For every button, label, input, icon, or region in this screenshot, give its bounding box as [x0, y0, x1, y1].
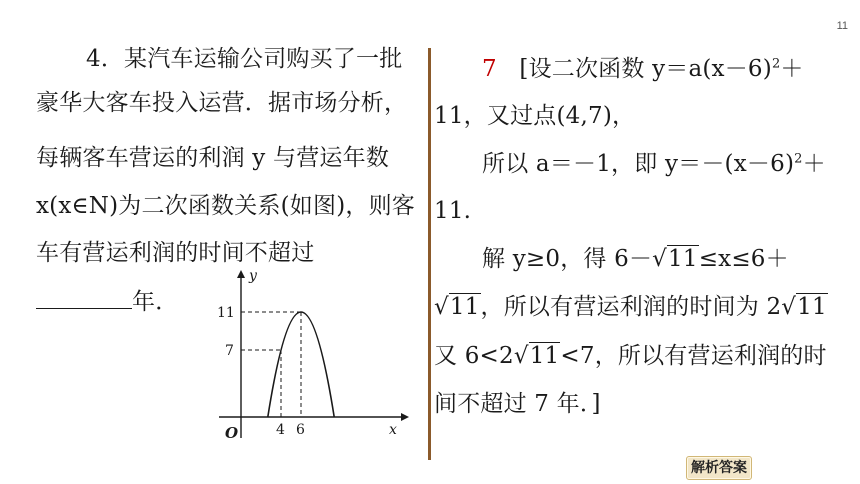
question-line-1: 4．某汽车运输公司购买了一批 [86, 46, 403, 72]
solution-line-7: 又 6<2√11<7，所以有营运利润的时 [434, 343, 827, 369]
answer-blank [36, 286, 132, 309]
solution-line-1: 7 [设二次函数 $y=a(x-6)^2+$ [482, 56, 804, 82]
x-axis-arrow [401, 413, 409, 421]
x-tick-4: 4 [276, 422, 285, 438]
column-divider [428, 48, 431, 460]
unit-label: 年． [132, 289, 179, 315]
origin-label: O [225, 424, 239, 442]
y-axis-arrow [237, 270, 245, 278]
page-number: 11 [836, 20, 848, 32]
solution-line-2: 11，又过点(4,7)， [434, 103, 636, 129]
answer-blank-line [36, 286, 178, 317]
question-line-3: 每辆客车营运的利润 y 与营运年数 [36, 145, 390, 171]
solution-line-4: 11. [434, 198, 472, 224]
x-axis-label: x [389, 422, 397, 438]
question-line-5: 车有营运利润的时间不超过 [36, 240, 315, 266]
analysis-answer-button[interactable]: 解析答案 [686, 456, 752, 480]
question-line-2: 豪华大客车投入运营．据市场分析， [36, 90, 408, 116]
question-line-4: x(x∈N)为二次函数关系(如图)，则客 [36, 193, 415, 219]
sqrt-sign: √ [652, 246, 668, 272]
sqrt-sign: √ [434, 294, 449, 320]
y-axis-label: y [249, 268, 257, 284]
sqrt-sign: √ [781, 294, 797, 320]
solution-line-6: √11，所以有营运利润的时间为 2√11 [434, 294, 827, 320]
parabola-graph [205, 262, 415, 442]
solution-line-5: 解 y≥0，得 6－√11≤x≤6＋ [482, 246, 789, 272]
x-tick-6: 6 [296, 422, 305, 438]
solution-line-3: 所以 a＝－1，即 $y=-(x-6)^2+$ [482, 151, 826, 177]
y-tick-7: 7 [225, 343, 234, 359]
solution-line-8: 间不超过 7 年．] [434, 391, 601, 417]
answer-value: 7 [482, 56, 497, 82]
sqrt-sign: √ [513, 343, 529, 369]
y-tick-11: 11 [217, 305, 235, 321]
